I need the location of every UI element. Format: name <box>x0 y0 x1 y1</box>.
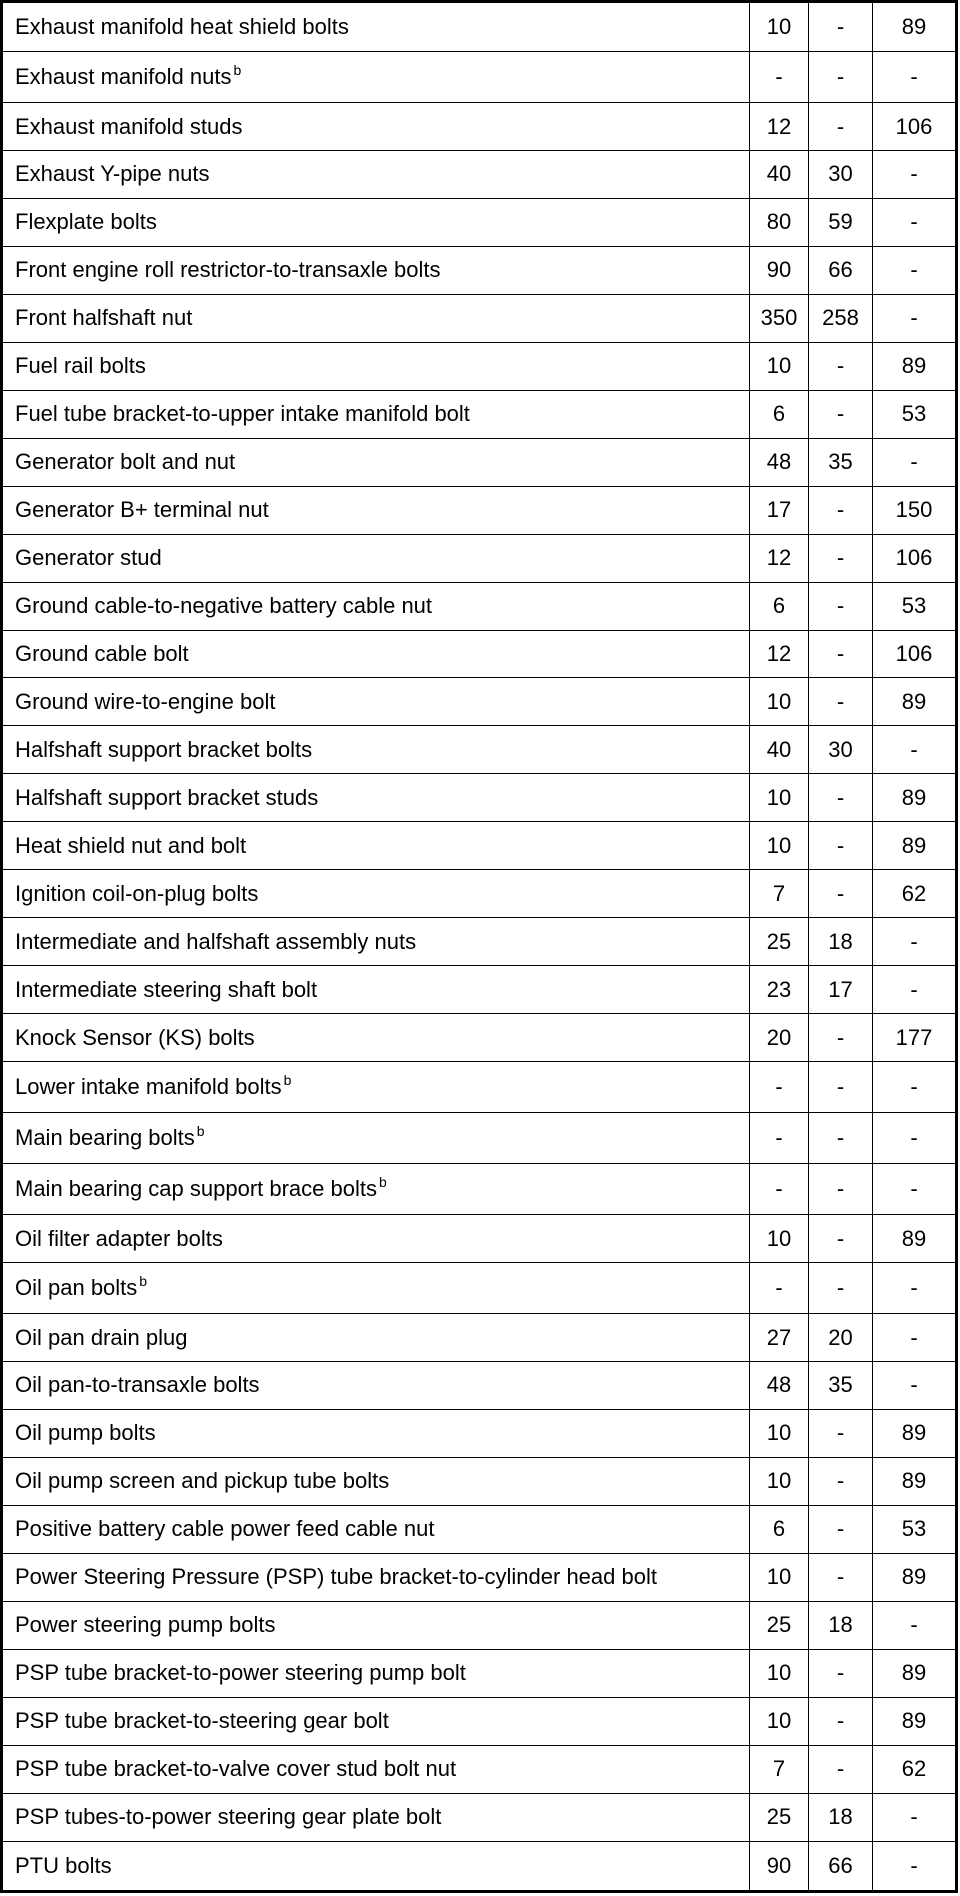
torque-lbft-cell: - <box>809 1215 873 1263</box>
torque-lbin-cell: - <box>873 726 957 774</box>
torque-nm-cell: 10 <box>750 678 809 726</box>
fastener-description-cell <box>2 966 750 1014</box>
fastener-description-cell <box>2 678 750 726</box>
torque-lbin-cell: 89 <box>873 822 957 870</box>
fastener-description-cell <box>2 1113 750 1164</box>
torque-lbft-cell: 35 <box>809 438 873 486</box>
footnote-marker: b <box>379 1174 387 1191</box>
fastener-description-cell <box>2 294 750 342</box>
torque-lbft-cell: 30 <box>809 726 873 774</box>
fastener-description-cell <box>2 342 750 390</box>
fastener-description: Halfshaft support bracket bolts <box>15 736 313 762</box>
torque-nm-cell: 40 <box>750 726 809 774</box>
torque-nm-cell: - <box>750 52 809 103</box>
table-row <box>2 1553 957 1601</box>
fastener-description-cell <box>2 1793 750 1841</box>
table-row <box>2 1113 957 1164</box>
torque-lbft-cell: 18 <box>809 918 873 966</box>
fastener-description-cell <box>2 726 750 774</box>
torque-lbft-cell: - <box>809 582 873 630</box>
fastener-description-cell <box>2 1263 750 1314</box>
table-row <box>2 1697 957 1745</box>
fastener-description: Front engine roll restrictor-to-transaxle bolts <box>15 257 441 283</box>
fastener-description-cell <box>2 534 750 582</box>
torque-nm-cell: 7 <box>750 1745 809 1793</box>
fastener-description: Ignition coil-on-plug bolts <box>15 880 259 906</box>
torque-nm-cell: 7 <box>750 870 809 918</box>
torque-nm-cell: 6 <box>750 1505 809 1553</box>
torque-lbft-cell: 66 <box>809 1841 873 1891</box>
fastener-description-cell <box>2 52 750 103</box>
table-row <box>2 534 957 582</box>
torque-lbft-cell: 20 <box>809 1314 873 1362</box>
fastener-description-cell <box>2 630 750 678</box>
fastener-description-cell <box>2 1457 750 1505</box>
table-row <box>2 1164 957 1215</box>
footnote-marker: b <box>233 62 242 79</box>
torque-nm-cell: 90 <box>750 246 809 294</box>
fastener-description-cell <box>2 1697 750 1745</box>
fastener-description: Intermediate steering shaft bolt <box>15 976 318 1002</box>
torque-lbft-cell: - <box>809 1697 873 1745</box>
torque-lbft-cell: - <box>809 630 873 678</box>
torque-nm-cell: - <box>750 1263 809 1314</box>
torque-nm-cell: 48 <box>750 438 809 486</box>
torque-lbft-cell: - <box>809 1505 873 1553</box>
table-row <box>2 1457 957 1505</box>
torque-lbin-cell: 150 <box>873 486 957 534</box>
table-row <box>2 822 957 870</box>
fastener-description: Oil pan bolts <box>15 1275 138 1301</box>
table-row <box>2 438 957 486</box>
fastener-description: Exhaust manifold studs <box>15 113 243 139</box>
torque-lbin-cell: - <box>873 1062 957 1113</box>
torque-nm-cell: 12 <box>750 630 809 678</box>
torque-nm-cell: 27 <box>750 1314 809 1362</box>
torque-lbft-cell: - <box>809 1745 873 1793</box>
torque-lbft-cell: - <box>809 1263 873 1314</box>
torque-nm-cell: 6 <box>750 582 809 630</box>
torque-nm-cell: 10 <box>750 1649 809 1697</box>
fastener-description-cell <box>2 870 750 918</box>
table-row <box>2 1409 957 1457</box>
torque-lbft-cell: - <box>809 1113 873 1164</box>
torque-lbin-cell: 53 <box>873 582 957 630</box>
torque-lbft-cell: - <box>809 1014 873 1062</box>
table-row <box>2 52 957 103</box>
torque-lbin-cell: 177 <box>873 1014 957 1062</box>
table-row <box>2 918 957 966</box>
fastener-description: Oil pan-to-transaxle bolts <box>15 1372 260 1398</box>
torque-lbin-cell: 89 <box>873 1215 957 1263</box>
torque-lbin-cell: - <box>873 1793 957 1841</box>
torque-lbin-cell: - <box>873 1841 957 1891</box>
torque-lbin-cell: 53 <box>873 1505 957 1553</box>
torque-lbft-cell: 258 <box>809 294 873 342</box>
fastener-description: Ground cable-to-negative battery cable nut <box>15 593 433 619</box>
torque-nm-cell: 40 <box>750 151 809 199</box>
torque-nm-cell: 20 <box>750 1014 809 1062</box>
table-row <box>2 726 957 774</box>
table-row <box>2 342 957 390</box>
torque-nm-cell: 10 <box>750 1409 809 1457</box>
fastener-description-cell <box>2 1164 750 1215</box>
torque-nm-cell: 90 <box>750 1841 809 1891</box>
table-row <box>2 630 957 678</box>
fastener-description-cell <box>2 1409 750 1457</box>
fastener-description-cell <box>2 1601 750 1649</box>
torque-lbft-cell: - <box>809 1457 873 1505</box>
torque-lbin-cell: 89 <box>873 678 957 726</box>
table-row <box>2 966 957 1014</box>
torque-nm-cell: 25 <box>750 1601 809 1649</box>
torque-nm-cell: 23 <box>750 966 809 1014</box>
torque-nm-cell: 10 <box>750 822 809 870</box>
table-row <box>2 678 957 726</box>
torque-lbin-cell: - <box>873 1362 957 1410</box>
fastener-description-cell <box>2 774 750 822</box>
table-row <box>2 103 957 151</box>
fastener-description-cell <box>2 1841 750 1891</box>
torque-nm-cell: 10 <box>750 1457 809 1505</box>
torque-nm-cell: 25 <box>750 1793 809 1841</box>
table-body <box>2 2 957 1892</box>
fastener-description: Main bearing cap support brace bolts <box>15 1176 377 1202</box>
torque-lbin-cell: - <box>873 52 957 103</box>
fastener-description: Power steering pump bolts <box>15 1612 276 1638</box>
table-row <box>2 774 957 822</box>
torque-lbin-cell: - <box>873 198 957 246</box>
fastener-description: Oil filter adapter bolts <box>15 1225 223 1251</box>
fastener-description-cell <box>2 390 750 438</box>
fastener-description: Oil pump bolts <box>15 1420 156 1446</box>
fastener-description: PSP tubes-to-power steering gear plate bolt <box>15 1804 442 1830</box>
torque-lbft-cell: - <box>809 486 873 534</box>
torque-lbin-cell: 62 <box>873 870 957 918</box>
fastener-description-cell <box>2 582 750 630</box>
table-row <box>2 1793 957 1841</box>
torque-lbin-cell: - <box>873 918 957 966</box>
torque-lbft-cell: - <box>809 1062 873 1113</box>
table-row <box>2 1505 957 1553</box>
torque-nm-cell: 10 <box>750 342 809 390</box>
table-row <box>2 1362 957 1410</box>
table-row <box>2 486 957 534</box>
table-row <box>2 294 957 342</box>
torque-lbft-cell: - <box>809 774 873 822</box>
table-row <box>2 246 957 294</box>
torque-lbft-cell: - <box>809 1164 873 1215</box>
torque-lbft-cell: - <box>809 1409 873 1457</box>
torque-lbin-cell: - <box>873 438 957 486</box>
torque-lbin-cell: - <box>873 151 957 199</box>
torque-lbft-cell: - <box>809 390 873 438</box>
torque-lbin-cell: 62 <box>873 1745 957 1793</box>
footnote-marker: b <box>283 1072 292 1089</box>
fastener-description-cell <box>2 1505 750 1553</box>
torque-nm-cell: 10 <box>750 1553 809 1601</box>
table-row <box>2 2 957 52</box>
table-row <box>2 1314 957 1362</box>
torque-lbin-cell: 106 <box>873 103 957 151</box>
fastener-description-cell <box>2 246 750 294</box>
torque-lbin-cell: 89 <box>873 1409 957 1457</box>
torque-nm-cell: - <box>750 1113 809 1164</box>
torque-lbft-cell: - <box>809 870 873 918</box>
fastener-description-cell <box>2 1362 750 1410</box>
fastener-description: Fuel rail bolts <box>15 353 146 379</box>
torque-lbin-cell: - <box>873 1113 957 1164</box>
torque-lbft-cell: 18 <box>809 1793 873 1841</box>
torque-lbin-cell: 89 <box>873 2 957 52</box>
table-row <box>2 1263 957 1314</box>
torque-lbft-cell: - <box>809 342 873 390</box>
fastener-description: Oil pan drain plug <box>15 1324 188 1350</box>
torque-lbin-cell: - <box>873 1601 957 1649</box>
fastener-description: PSP tube bracket-to-power steering pump bolt <box>15 1660 466 1686</box>
fastener-description: Power Steering Pressure (PSP) tube bracket-to-cylinder head bolt <box>15 1564 657 1590</box>
fastener-description: Exhaust manifold nuts <box>15 64 232 90</box>
fastener-description: Ground cable bolt <box>15 641 189 666</box>
torque-lbin-cell: 53 <box>873 390 957 438</box>
torque-nm-cell: 10 <box>750 774 809 822</box>
torque-nm-cell: - <box>750 1062 809 1113</box>
fastener-description: Positive battery cable power feed cable nut <box>15 1516 435 1542</box>
footnote-marker: b <box>139 1273 148 1290</box>
fastener-description-cell <box>2 918 750 966</box>
fastener-description-cell <box>2 1062 750 1113</box>
fastener-description: Halfshaft support bracket studs <box>15 784 319 810</box>
torque-lbin-cell: 89 <box>873 1457 957 1505</box>
fastener-description: Oil pump screen and pickup tube bolts <box>15 1468 390 1494</box>
torque-nm-cell: 80 <box>750 198 809 246</box>
fastener-description: Generator B+ terminal nut <box>15 497 269 523</box>
fastener-description-cell <box>2 1215 750 1263</box>
table-row <box>2 390 957 438</box>
torque-lbin-cell: - <box>873 1164 957 1215</box>
table-row <box>2 1601 957 1649</box>
fastener-description: Ground wire-to-engine bolt <box>15 688 276 714</box>
table-row <box>2 870 957 918</box>
torque-lbft-cell: 17 <box>809 966 873 1014</box>
fastener-description-cell <box>2 1649 750 1697</box>
fastener-description-cell <box>2 1553 750 1601</box>
torque-lbft-cell: - <box>809 678 873 726</box>
fastener-description: Lower intake manifold bolts <box>15 1074 282 1100</box>
torque-nm-cell: 6 <box>750 390 809 438</box>
torque-nm-cell: 12 <box>750 534 809 582</box>
torque-lbin-cell: 89 <box>873 342 957 390</box>
torque-lbin-cell: 106 <box>873 630 957 678</box>
fastener-description: Front halfshaft nut <box>15 305 193 331</box>
torque-lbin-cell: - <box>873 246 957 294</box>
torque-lbft-cell: - <box>809 103 873 151</box>
table-row <box>2 1841 957 1891</box>
fastener-description: PSP tube bracket-to-steering gear bolt <box>15 1708 389 1734</box>
fastener-description: Exhaust manifold heat shield bolts <box>15 14 349 40</box>
table-row <box>2 1062 957 1113</box>
torque-lbin-cell: - <box>873 966 957 1014</box>
torque-nm-cell: 25 <box>750 918 809 966</box>
table-row <box>2 582 957 630</box>
torque-lbft-cell: - <box>809 822 873 870</box>
torque-nm-cell: 10 <box>750 2 809 52</box>
torque-nm-cell: 48 <box>750 1362 809 1410</box>
torque-lbft-cell: - <box>809 52 873 103</box>
torque-lbft-cell: 59 <box>809 198 873 246</box>
table-row <box>2 1215 957 1263</box>
torque-nm-cell: 10 <box>750 1215 809 1263</box>
fastener-description-cell <box>2 103 750 151</box>
torque-lbft-cell: - <box>809 1553 873 1601</box>
fastener-description: Flexplate bolts <box>15 209 157 235</box>
fastener-description-cell <box>2 438 750 486</box>
torque-lbin-cell: 89 <box>873 774 957 822</box>
fastener-description: Generator stud <box>15 545 162 571</box>
fastener-description-cell <box>2 151 750 199</box>
fastener-description-cell <box>2 822 750 870</box>
fastener-description: Intermediate and halfshaft assembly nuts <box>15 928 417 954</box>
table-row <box>2 1014 957 1062</box>
torque-lbin-cell: - <box>873 294 957 342</box>
table-row <box>2 198 957 246</box>
torque-lbin-cell: - <box>873 1314 957 1362</box>
fastener-description: Exhaust Y-pipe nuts <box>15 161 210 187</box>
torque-lbin-cell: 89 <box>873 1553 957 1601</box>
fastener-description-cell <box>2 1314 750 1362</box>
torque-nm-cell: 17 <box>750 486 809 534</box>
torque-lbft-cell: - <box>809 1649 873 1697</box>
fastener-description: Knock Sensor (KS) bolts <box>15 1024 255 1050</box>
fastener-description-cell <box>2 198 750 246</box>
fastener-description: Fuel tube bracket-to-upper intake manifold bolt <box>15 401 470 427</box>
torque-nm-cell: - <box>750 1164 809 1215</box>
torque-lbft-cell: 18 <box>809 1601 873 1649</box>
torque-nm-cell: 350 <box>750 294 809 342</box>
fastener-description: Generator bolt and nut <box>15 449 236 475</box>
fastener-description: PTU bolts <box>15 1852 112 1878</box>
torque-lbin-cell: 106 <box>873 534 957 582</box>
table-row <box>2 1745 957 1793</box>
torque-lbin-cell: - <box>873 1263 957 1314</box>
fastener-description-cell <box>2 2 750 52</box>
torque-nm-cell: 10 <box>750 1697 809 1745</box>
torque-lbin-cell: 89 <box>873 1697 957 1745</box>
footnote-marker: b <box>196 1123 205 1140</box>
fastener-description: Main bearing bolts <box>15 1125 195 1151</box>
torque-lbft-cell: - <box>809 2 873 52</box>
fastener-description: PSP tube bracket-to-valve cover stud bolt nut <box>15 1756 457 1782</box>
fastener-description-cell <box>2 486 750 534</box>
torque-lbft-cell: - <box>809 534 873 582</box>
torque-lbft-cell: 30 <box>809 151 873 199</box>
torque-lbft-cell: 66 <box>809 246 873 294</box>
fastener-description-cell <box>2 1014 750 1062</box>
torque-lbin-cell: 89 <box>873 1649 957 1697</box>
fastener-description-cell <box>2 1745 750 1793</box>
torque-lbft-cell: 35 <box>809 1362 873 1410</box>
table-row <box>2 1649 957 1697</box>
table-row <box>2 151 957 199</box>
torque-nm-cell: 12 <box>750 103 809 151</box>
fastener-description: Heat shield nut and bolt <box>15 832 247 858</box>
